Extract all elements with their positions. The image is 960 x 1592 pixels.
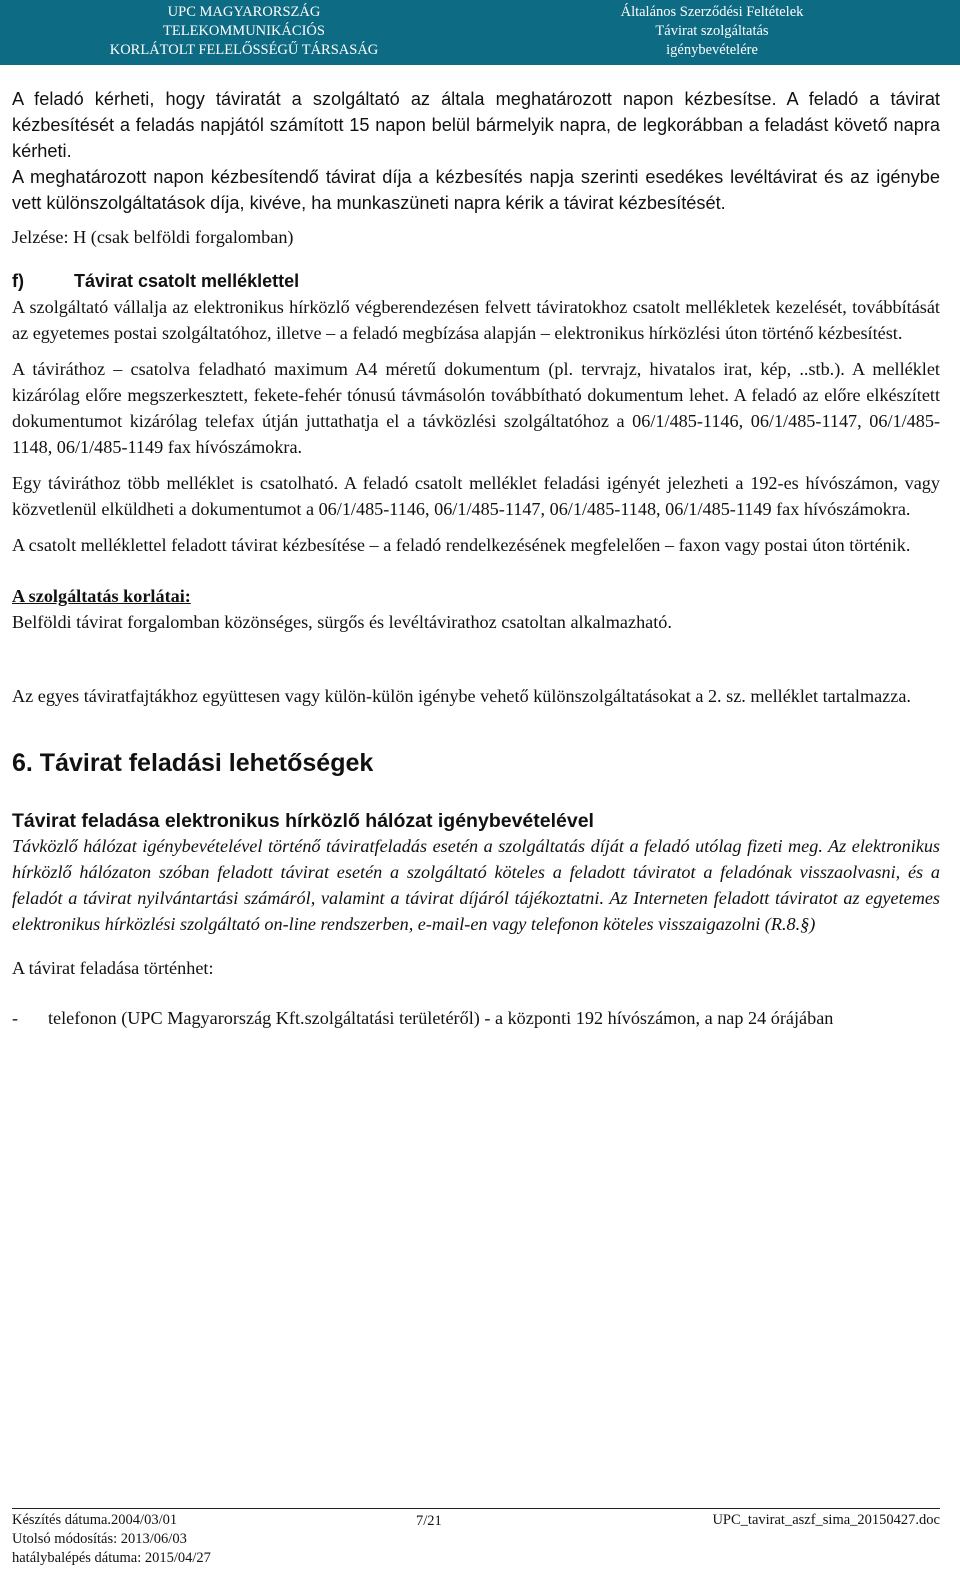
paragraph-multiple-attachments: Egy táviráthoz több melléklet is csatolható. A feladó csatolt melléklet feladási igényét jelezheti a 192-es hívószámon, vagy közvetlenül elküldheti a dokumentumot a 06/1/485-1146, 06/1/485-1147, 06/1/485-1148, 06/1/485-1149 fax hívószámokra. bbox=[12, 473, 940, 519]
paragraph-delivery-fee: A meghatározott napon kézbesítendő távirat díja a kézbesítés napja szerinti esedékes levéltávirat és az igénybe vett különszolgáltatások díja, kivéve, ha munkaszüneti napra kérik a távirat kézbesítését. bbox=[12, 167, 940, 213]
section-f-heading bbox=[12, 268, 940, 294]
paragraph-limits: Belföldi távirat forgalomban közönséges, sürgős és levéltávirathoz csatoltan alkalmazható. bbox=[12, 612, 672, 632]
bullet-phone: telefonon (UPC Magyarország Kft.szolgáltatási területéről) - a központi 192 hívószámon, a nap 24 órájában bbox=[48, 1008, 834, 1028]
limits-heading-text: A szolgáltatás korlátai: bbox=[12, 586, 191, 606]
footer-page-number: 7/21 bbox=[416, 1513, 442, 1529]
section-6-title: 6. Távirat feladási lehetőségek bbox=[12, 749, 374, 777]
header-company-line2: TELEKOMMUNIKÁCIÓS bbox=[163, 23, 325, 39]
footer-filename: UPC_tavirat_aszf_sima_20150427.doc bbox=[712, 1512, 940, 1528]
page-header bbox=[0, 0, 960, 65]
section-f-title: Távirat csatolt melléklettel bbox=[74, 271, 300, 291]
paragraph-sending-ways: A távirat feladása történhet: bbox=[12, 958, 214, 978]
header-company bbox=[88, 3, 400, 60]
page-footer bbox=[12, 1508, 940, 1568]
footer-created: Készítés dátuma.2004/03/01 bbox=[12, 1512, 178, 1528]
document-body bbox=[12, 86, 940, 1031]
header-company-line3: KORLÁTOLT FELELŐSSÉGŰ TÁRSASÁG bbox=[109, 42, 379, 58]
header-company-line1: UPC MAGYARORSZÁG bbox=[167, 4, 321, 20]
paragraph-marking: Jelzése: H (csak belföldi forgalomban) bbox=[12, 227, 294, 247]
paragraph-electronic-sending: Távközlő hálózat igénybevételével történő táviratfeladás esetén a szolgáltatás díját a feladó utólag fizeti meg. Az elektronikus hírközlő hálózaton szóban feladott távirat esetén a szolgáltató köteles a feladott táviratot a feladónak visszaolvasni, és a feladót a távirat nyilvántartási számáról, valamint a távirat díjáról tájékoztatni. Az Interneten feladott táviratot az egyetemes elektronikus hírközlési szolgáltató on-line rendszerben, e-mail-en vagy telefonon köteles visszaigazolni (R.8.§) bbox=[12, 836, 940, 934]
bullet-dash: - bbox=[12, 1008, 19, 1028]
footer-row-1 bbox=[12, 1511, 940, 1530]
header-title-line1: Általános Szerződési Feltételek bbox=[620, 4, 804, 20]
paragraph-attachment-delivery: A csatolt melléklettel feladott távirat kézbesítése – a feladó rendelkezésének megfelelően – faxon vagy postai úton történik. bbox=[12, 535, 911, 555]
list-item bbox=[12, 1005, 940, 1031]
paragraph-attachment-service: A szolgáltató vállalja az elektronikus hírközlő végberendezésen felvett táviratokhoz csatolt mellékletek kezelését, továbbítását az egyetemes postai szolgáltatóhoz, illetve – a feladó megbízása alapján – elektronikus hírközlési úton történő kézbesítést. bbox=[12, 297, 940, 343]
limits-heading bbox=[12, 583, 940, 609]
footer-effective: hatálybalépés dátuma: 2015/04/27 bbox=[12, 1550, 211, 1566]
paragraph-attachment-size: A táviráthoz – csatolva feladható maximum A4 méretű dokumentum (pl. tervrajz, hivatalos irat, kép, ..stb.). A melléklet kizárólag előre megszerkesztett, fekete-fehér tónusú távmásolón továbbítható dokumentum lehet. A feladó az előre elkészített dokumentumot kizárólag telefax útján juttathatja el a távközlési szolgáltatóhoz a 06/1/485-1146, 06/1/485-1147, 06/1/485-1148, 06/1/485-1149 fax hívószámokra. bbox=[12, 359, 940, 457]
paragraph-extra-services: Az egyes táviratfajtákhoz együttesen vagy külön-külön igénybe vehető különszolgáltatásokat a 2. sz. melléklet tartalmazza. bbox=[12, 686, 911, 706]
header-title-line2: Távirat szolgáltatás bbox=[655, 23, 769, 39]
header-document-title bbox=[596, 3, 828, 60]
subheading-electronic: Távirat feladása elektronikus hírközlő hálózat igénybevételével bbox=[12, 810, 594, 832]
paragraph-delivery-date: A feladó kérheti, hogy táviratát a szolgáltató az általa meghatározott napon kézbesítse. A feladó a távirat kézbesítését a feladás napjától számított 15 napon belül bármelyik napra, de legkorábban a feladást követő napra kérheti. bbox=[12, 89, 940, 161]
header-title-line3: igénybevételére bbox=[666, 42, 758, 58]
section-f-number: f) bbox=[12, 271, 24, 291]
footer-modified: Utolsó módosítás: 2013/06/03 bbox=[12, 1531, 187, 1547]
